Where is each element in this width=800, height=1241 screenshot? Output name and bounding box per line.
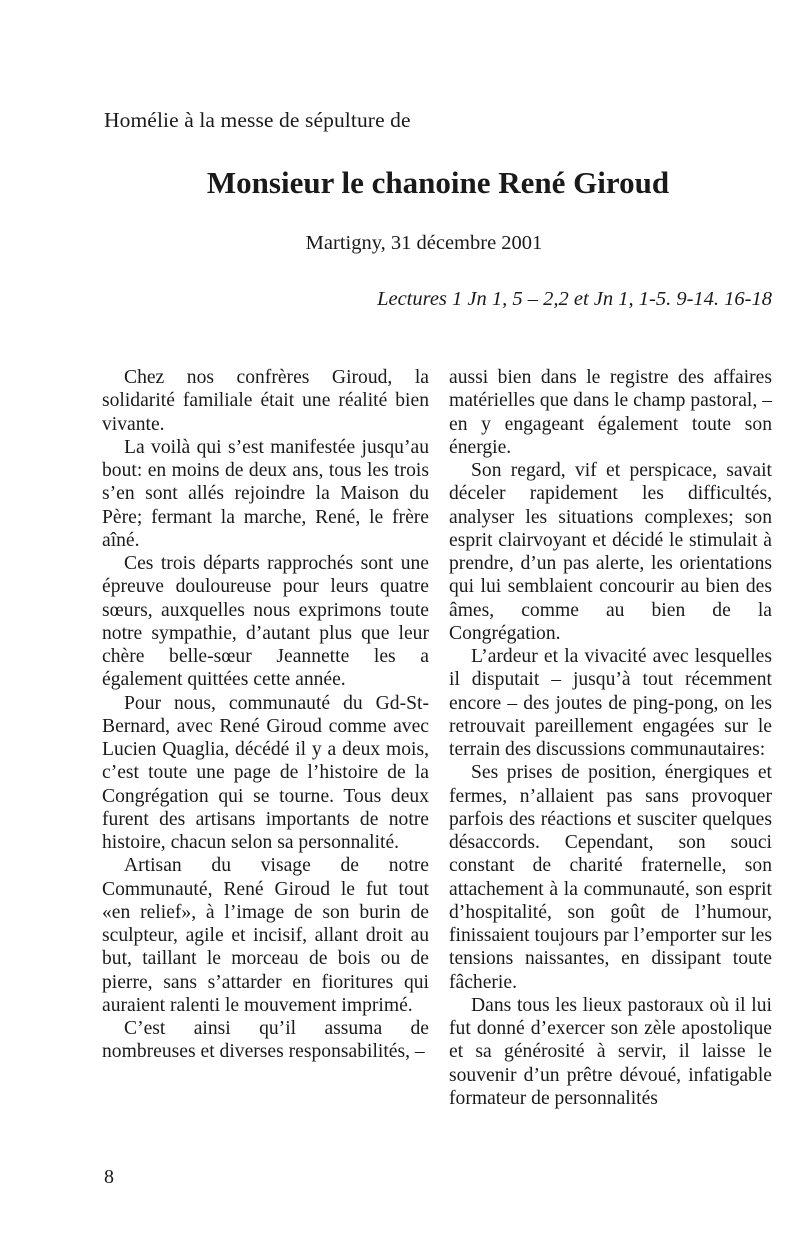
readings-reference: Lectures 1 Jn 1, 5 – 2,2 et Jn 1, 1-5. 9-14. 16-18 <box>377 288 772 310</box>
paragraph: C’est ainsi qu’il assuma de nombreuses et diverses responsabilités, – <box>102 1018 429 1063</box>
paragraph: Dans tous les lieux pastoraux où il lui fut donné d’exercer son zèle apostolique et sa générosité à servir, il laisse le souvenir d’un prêtre dévoué, infatigable formateur de personnalités <box>449 994 772 1109</box>
paragraph-continuation: aussi bien dans le registre des affaires matérielles que dans le champ pastoral, – en y engageant également toute son énergie. <box>449 367 772 458</box>
page-number: 8 <box>104 1166 114 1188</box>
paragraph: Son regard, vif et perspicace, savait déceler rapidement les difficultés, analyser les situations complexes; son esprit clairvoyant et décidé le stimulait à prendre, d’un pas alerte, les orientations qui lui semblaient concourir au bien des âmes, comme au bien de la Congrégation. <box>449 460 772 644</box>
paragraph: La voilà qui s’est manifestée jusqu’au bout: en moins de deux ans, tous les trois s’en sont allés rejoindre la Maison du Père; fermant la marche, René, le frère aîné. <box>102 436 429 551</box>
paragraph: Ces trois départs rapprochés sont une épreuve douloureuse pour leurs quatre sœurs, auxquelles nous exprimons toute notre sympathie, d’autant plus que leur chère belle-sœur Jeannette les a également quittées cette année. <box>102 553 429 691</box>
paragraph: L’ardeur et la vivacité avec lesquelles il disputait – jusqu’à tout récemment encore – des joutes de ping-pong, on les retrouvait pareillement engagées sur le terrain des discussions communautaires: <box>449 646 772 760</box>
paragraph: Artisan du visage de notre Communauté, René Giroud le fut tout «en relief», à l’image de son burin de sculpteur, agile et incisif, allant droit au but, taillant le morceau de bois ou de pierre, sans s’attarder en fioritures qui auraient ralenti le mouvement imprimé. <box>102 855 429 1016</box>
paragraph: Ses prises de position, énergiques et fermes, n’allaient pas sans provoquer parfois des réactions et susciter quelques désaccords. Cependant, son souci constant de charité fraternelle, son attachement à la communauté, son esprit d’hospitalité, son goût de l’humour, finissaient toujours par l’emporter sur les tensions naissantes, en dissipant toute fâcherie. <box>449 762 772 993</box>
left-column <box>102 366 429 1064</box>
page-title: Monsieur le chanoine René Giroud <box>206 165 670 200</box>
right-column <box>449 366 772 1110</box>
homily-intro: Homélie à la messe de sépulture de <box>104 108 411 132</box>
paragraph: Chez nos confrères Giroud, la solidarité familiale était une réalité bien vivante. <box>102 367 429 435</box>
place-date: Martigny, 31 décembre 2001 <box>305 232 543 254</box>
paragraph: Pour nous, communauté du Gd-St-Bernard, avec René Giroud comme avec Lucien Quaglia, décédé il y a deux mois, c’est toute une page de l’histoire de la Congrégation qui se tourne. Tous deux furent des artisans importants de notre histoire, chacun selon sa personnalité. <box>102 692 429 853</box>
